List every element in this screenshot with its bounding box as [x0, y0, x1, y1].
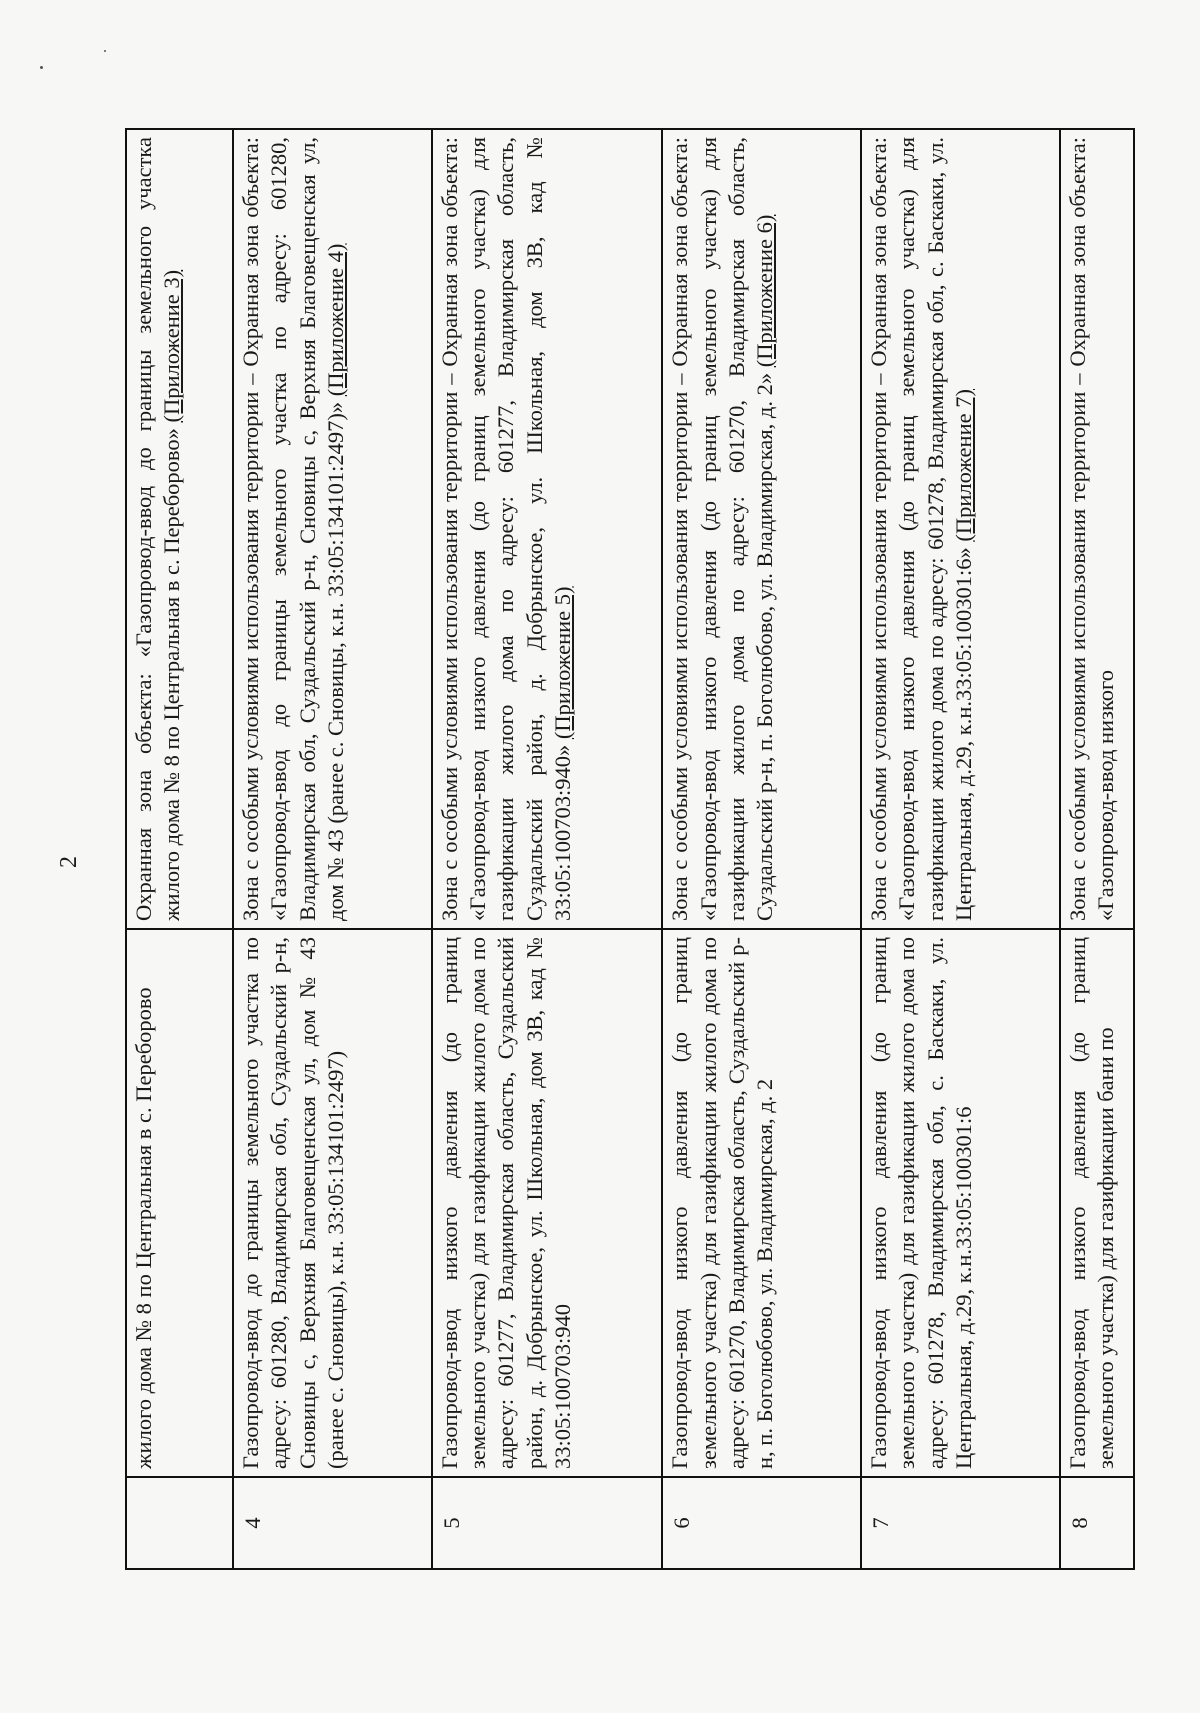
table-row — [233, 129, 432, 1569]
zone-cell — [233, 129, 432, 929]
object-text: Газопровод-ввод низкого давления (до границ земельного участка) для газификации жилого дома по адресу: 601270, Владимирская область, Суздальский р-н, п. Боголюбово, ул. Владимирская, д. 2 — [667, 937, 777, 1469]
object-text: жилого дома № 8 по Центральная в с. Переборово — [131, 987, 156, 1469]
appendix-ref: (Приложение 3) — [159, 269, 185, 423]
row-number: 4 — [233, 1477, 432, 1569]
zone-text: Зона с особыми условиями использования территории – Охранная зона объекта: «Газопровод-ввод низкого — [1065, 137, 1119, 921]
zone-text: Зона с особыми условиями использования территории – Охранная зона объекта: «Газопровод-ввод низкого давления (до границ земельного участка) для газификации жилого дома по адресу: 601277, Владимирская область, Суздальский район, д. Добрынское, ул. Школьная, дом 3В, кад № 33:05:100703:940» — [437, 137, 575, 921]
object-cell — [432, 929, 662, 1477]
object-text: Газопровод-ввод низкого давления (до границ земельного участка) для газификации жилого дома по адресу: 601278, Владимирская обл, с. Баскаки, ул. Центральная, д.29, к.н.33:05:100301:6 — [866, 937, 976, 1469]
zone-cell — [1060, 129, 1134, 929]
scan-speck — [104, 50, 106, 52]
row-number: 6 — [662, 1477, 861, 1569]
appendix-ref: (Приложение 4) — [322, 243, 348, 397]
zone-text: Зона с особыми условиями использования территории – Охранная зона объекта: «Газопровод-ввод низкого давления (до границ земельного участка) для газификации жилого дома по адресу: 601270, Владимирская область, Суздальский р-н, п. Боголюбово, ул. Владимирская, д. 2» — [667, 137, 777, 921]
row-number: 7 — [861, 1477, 1060, 1569]
appendix-ref: (Приложение 5) — [549, 586, 575, 740]
zone-text: Охранная зона объекта: «Газопровод-ввод до границы земельного участка жилого дома № 8 по Центральная в с. Переборово» — [131, 137, 185, 921]
row-number: 5 — [432, 1477, 662, 1569]
table-row — [861, 129, 1060, 1569]
row-number: 8 — [1060, 1477, 1134, 1569]
zone-text: Зона с особыми условиями использования территории – Охранная зона объекта: «Газопровод-ввод до границы земельного участка по адресу: 601280, Владимирская обл, Суздальский р-н, Сновицы с, Верхняя Благовещенская ул, дом № 43 (ранее с. Сновицы, к.н. 33:05:134101:2497)» — [238, 137, 348, 921]
zones-table — [125, 128, 1135, 1570]
object-cell — [126, 929, 233, 1477]
object-cell — [1060, 929, 1134, 1477]
object-text: Газопровод-ввод низкого давления (до границ земельного участка) для газификации бани по — [1065, 937, 1119, 1469]
zone-cell — [662, 129, 861, 929]
zone-cell — [432, 129, 662, 929]
table-row — [432, 129, 662, 1569]
appendix-ref: (Приложение 6) — [751, 214, 777, 368]
row-number — [126, 1477, 233, 1569]
object-cell — [662, 929, 861, 1477]
rotated-table-container — [125, 130, 1135, 1570]
page-number: 2 — [56, 856, 82, 868]
zone-cell — [126, 129, 233, 929]
zone-text: Зона с особыми условиями использования территории – Охранная зона объекта: «Газопровод-ввод низкого давления (до границ земельного участка) для газификации жилого дома по адресу: 601278, Владимирская обл, с. Баскаки, ул. Центральная, д.29, к.н.33:05:100301:6» — [866, 137, 976, 921]
object-text: Газопровод-ввод до границы земельного участка по адресу: 601280, Владимирская обл, Суздальский р-н, Сновицы с, Верхняя Благовещенская ул, дом № 43 (ранее с. Сновицы), к.н. 33:05:134101:2497) — [238, 937, 348, 1469]
table-row — [1060, 129, 1134, 1569]
scan-speck — [40, 66, 43, 69]
object-text: Газопровод-ввод низкого давления (до границ земельного участка) для газификации жилого дома по адресу: 601277, Владимирская область, Суздальский район, д. Добрынское, ул. Школьная, дом 3В, кад № 33:05:100703:940 — [437, 937, 575, 1469]
zone-cell — [861, 129, 1060, 929]
table-row — [126, 129, 233, 1569]
object-cell — [861, 929, 1060, 1477]
appendix-ref: (Приложение 7) — [950, 389, 976, 542]
table-row — [662, 129, 861, 1569]
object-cell — [233, 929, 432, 1477]
